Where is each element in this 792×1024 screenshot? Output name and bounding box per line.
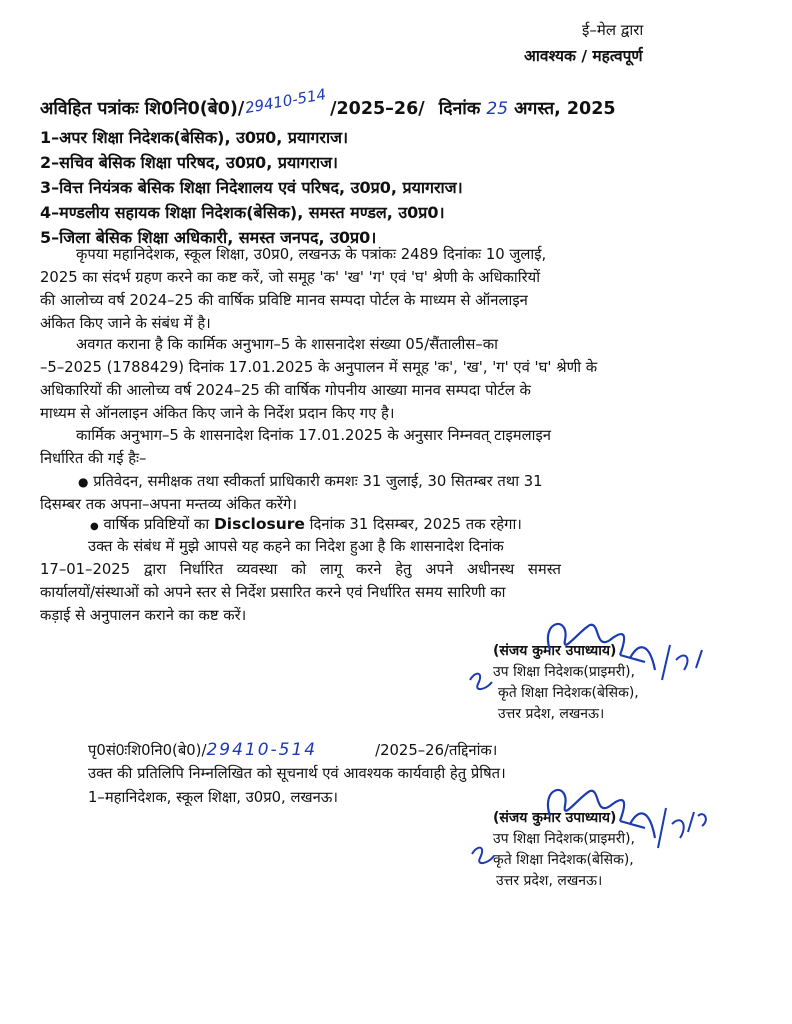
addressee-2: 2–सचिव बेसिक शिक्षा परिषद, उ0प्र0, प्रयागराज। [40,153,338,172]
ref-year: /2025–26/ [330,99,425,119]
para1-line-4: अंकित किए जाने के संबंध में है। [40,315,211,332]
handwritten-ref-number: 29410-514 [243,85,328,118]
para2-line-2: –5–2025 (1788429) दिनांक 17.01.2025 के अनुपालन में समूह 'क', 'ख', 'ग' एवं 'घ' श्रेणी के [40,359,598,376]
copy-ref-suffix: /2025–26/तद्दिनांक। [375,742,498,759]
signature-1-scribble [470,610,710,700]
by-email-note: ई–मेल द्वारा [582,21,644,39]
handwritten-copy-ref-number: 29410-514 [206,740,318,760]
bullet-dot-icon: ● [78,475,89,489]
sig1-on-behalf: कृते शिक्षा निदेशक(बेसिक), [498,685,639,701]
para2-line-3: अधिकारियों की आलोच्य वर्ष 2024–25 की वार्षिक गोपनीय आख्या मानव सम्पदा पोर्टल के [40,382,531,399]
bullet-1-line-1: प्रतिवेदन, समीक्षक तथा स्वीकर्ता प्राधिकारी कमशः 31 जुलाई, 30 सितम्बर तथा 31 [93,473,543,490]
copy-reference [88,740,497,760]
disclosure-word: Disclosure [213,515,305,533]
sig2-location: उत्तर प्रदेश, लखनऊ। [496,873,603,889]
sig2-on-behalf: कृते शिक्षा निदेशक(बेसिक), [493,852,634,868]
para4-line-1: उक्त के संबंध में मुझे आपसे यह कहने का निदेश हुआ है कि शासनादेश दिनांक [88,538,504,555]
para1-line-1: कृपया महानिदेशक, स्कूल शिक्षा, उ0प्र0, लखनऊ के पत्रांकः 2489 दिनांकः 10 जुलाई, [76,246,547,263]
priority-note: आवश्यक / महत्वपूर्ण [524,47,643,65]
para3-line-1: कार्मिक अनुभाग–5 के शासनादेश दिनांक 17.01.2025 के अनुसार निम्नवत् टाइमलाइन [76,427,551,444]
bullet-2-before: वार्षिक प्रविष्टियों का [103,516,214,533]
addressee-1: 1–अपर शिक्षा निदेशक(बेसिक), उ0प्र0, प्रयागराज। [40,128,349,147]
sig1-name: (संजय कुमार उपाध्याय) [493,643,617,659]
para4-line-2: 17–01–2025 द्वारा निर्धारित व्यवस्था को लागू करने हेतु अपने अधीनस्थ समस्त [40,561,561,578]
copy-line-2: 1–महानिदेशक, स्कूल शिक्षा, उ0प्र0, लखनऊ। [88,789,339,806]
bullet-2 [90,514,522,534]
handwritten-day: 25 [486,99,509,119]
copy-ref-prefix: पृ0सं0ःशि0नि0(बे0)/ [88,742,207,759]
para4-line-4: कड़ाई से अनुपालन कराने का कष्ट करें। [40,607,247,624]
sig2-designation: उप शिक्षा निदेशक(प्राइमरी), [493,831,635,847]
para4-line-3: कार्यालयों/संस्थाओं को अपने स्तर से निर्देश प्रसारित करने एवं निर्धारित समय सारिणी का [40,584,506,601]
reference-line [40,85,616,120]
sig1-designation: उप शिक्षा निदेशक(प्राइमरी), [493,664,635,680]
addressee-3: 3–वित्त नियंत्रक बेसिक शिक्षा निदेशालय एवं परिषद, उ0प्र0, प्रयागराज। [40,178,463,197]
ref-prefix: अविहित पत्रांकः शि0नि0(बे0)/ [40,99,245,119]
sig1-location: उत्तर प्रदेश, लखनऊ। [498,706,605,722]
sig2-name: (संजय कुमार उपाध्याय) [493,810,617,826]
bullet-1 [78,471,543,491]
month-year: अगस्त, 2025 [514,99,616,119]
bullet-dot-icon: ● [90,521,99,532]
date-label: दिनांक [438,99,481,119]
copy-line-1: उक्त की प्रतिलिपि निम्नलिखित को सूचनार्थ एवं आवश्यक कार्यवाही हेतु प्रेषित। [88,765,506,782]
addressee-5: 5–जिला बेसिक शिक्षा अधिकारी, समस्त जनपद, उ0प्र0। [40,228,377,247]
para1-line-2: 2025 का संदर्भ ग्रहण करने का कष्ट करें, जो समूह 'क' 'ख' 'ग' एवं 'घ' श्रेणी के अधिकारियों [40,269,541,286]
para2-line-1: अवगत कराना है कि कार्मिक अनुभाग–5 के शासनादेश संख्या 05/सैंतालीस–का [76,336,498,353]
para3-line-2: निर्धारित की गई हैः– [40,450,147,467]
para2-line-4: माध्यम से ऑनलाइन अंकित किए जाने के निर्देश प्रदान किए गए है। [40,405,395,422]
signature-2-scribble [470,776,710,866]
bullet-2-after: दिनांक 31 दिसम्बर, 2025 तक रहेगा। [304,516,522,533]
bullet-1-line-2: दिसम्बर तक अपना–अपना मन्तव्य अंकित करेंगे। [40,496,297,513]
addressee-4: 4–मण्डलीय सहायक शिक्षा निदेशक(बेसिक), समस्त मण्डल, उ0प्र0। [40,203,445,222]
para1-line-3: की आलोच्य वर्ष 2024–25 की वार्षिक प्रविष्टि मानव सम्पदा पोर्टल के माध्यम से ऑनलाइन [40,292,528,309]
